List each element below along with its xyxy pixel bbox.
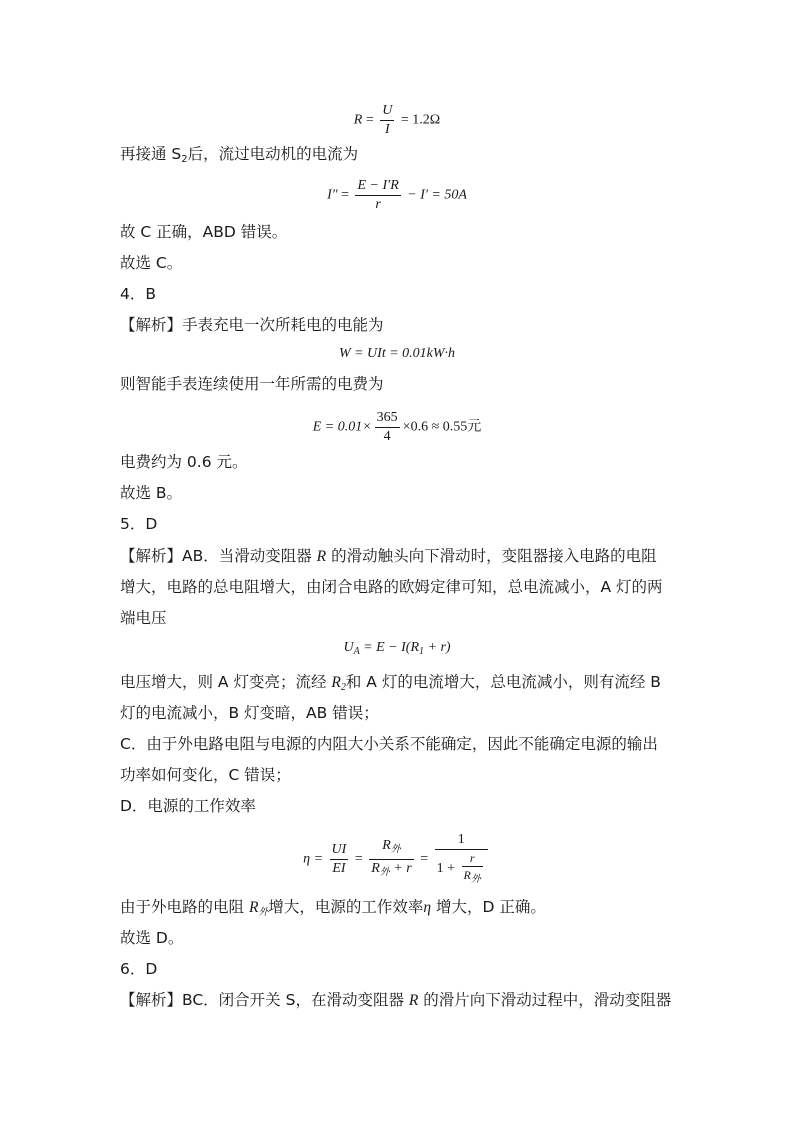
line-18-subscript: 外 bbox=[258, 907, 269, 918]
line-18-eta: η bbox=[423, 899, 432, 916]
line-10-a: 【解析】AB．当滑动变阻器 bbox=[120, 547, 317, 565]
line-1-text: 再接通 S bbox=[120, 145, 182, 163]
equation-terminal-voltage bbox=[0, 638, 794, 662]
eq1-numerator: U bbox=[380, 103, 394, 121]
eq6-f2-den-var: R bbox=[371, 861, 380, 876]
question-number-5: 5．D bbox=[120, 515, 158, 533]
line-10-b: 的滑动触头向下滑动时，变阻器接入电路的电阻 bbox=[326, 547, 657, 565]
eq6-f3-den-a: 1 + bbox=[436, 861, 459, 877]
eq6-lhs: η = bbox=[303, 851, 327, 867]
line-18-a: 由于外电路的电阻 bbox=[120, 898, 249, 916]
eq4-lhs: E = 0.01× bbox=[312, 419, 372, 435]
text-line-15: C．由于外电路电阻与电源的内阻大小关系不能确定，因此不能确定电源的输出 bbox=[120, 735, 658, 753]
eq6-fraction-3 bbox=[435, 832, 488, 887]
line-13-subscript: 2 bbox=[340, 682, 346, 693]
eq5-lhs-subscript: A bbox=[353, 646, 360, 657]
eq2-denominator: r bbox=[375, 197, 381, 212]
line-13-a: 电压增大，则 A 灯变亮；流经 bbox=[120, 673, 332, 691]
eq6-f3-inner-fraction bbox=[462, 851, 483, 887]
eq6-f3-denominator bbox=[435, 850, 488, 887]
eq5-lhs: U bbox=[343, 640, 354, 655]
text-line-14: 灯的电流减小，B 灯变暗，AB 错误； bbox=[120, 704, 379, 722]
text-line-13 bbox=[120, 672, 680, 698]
text-line-6: 则智能手表连续使用一年所需的电费为 bbox=[120, 375, 384, 393]
line-21-a: 【解析】BC．闭合开关 S，在滑动变阻器 bbox=[120, 991, 409, 1009]
eq2-equals: = bbox=[337, 187, 353, 203]
eq6-f2-numerator bbox=[369, 838, 413, 860]
eq2-fraction bbox=[355, 178, 400, 213]
text-line-11: 增大，电路的总电阻增大，由闭合电路的欧姆定律可知，总电流减小，A 灯的两 bbox=[120, 578, 663, 596]
line-18-variable: R bbox=[248, 899, 259, 916]
line-18-c: 增大，D 正确。 bbox=[431, 898, 546, 916]
text-line-10 bbox=[120, 546, 680, 567]
eq6-f1-numerator: UI bbox=[330, 842, 349, 860]
eq6-f2-num-var: R bbox=[382, 838, 391, 853]
text-line-16: 功率如何变化，C 错误； bbox=[120, 766, 291, 784]
eq6-f2-den-sub: 外 bbox=[379, 867, 390, 878]
eq4-denominator: 4 bbox=[383, 429, 391, 444]
line-21-variable: R bbox=[408, 992, 419, 1009]
eq2-lhs: I″ bbox=[327, 187, 338, 203]
text-line-7: 电费约为 0.6 元。 bbox=[120, 453, 248, 471]
eq4-rhs: ×0.6 ≈ 0.55元 bbox=[402, 419, 482, 435]
line-10-variable: R bbox=[316, 548, 327, 565]
line-1-tail: 后，流过电动机的电流为 bbox=[187, 145, 359, 163]
eq1-denominator: I bbox=[384, 122, 390, 137]
eq6-f3-numerator: 1 bbox=[435, 832, 488, 850]
equation-motor-current bbox=[0, 178, 794, 213]
equation-cost bbox=[0, 410, 794, 445]
eq6-f3-inner-numerator: r bbox=[462, 851, 483, 867]
eq5-rhs: = E − I(R bbox=[359, 640, 419, 655]
equation-energy: W = UIt = 0.01kW·h bbox=[338, 346, 456, 361]
line-18-b: 增大，电源的工作效率 bbox=[268, 898, 424, 916]
eq1-lhs: R bbox=[353, 112, 363, 128]
equation-efficiency: η = $\frac{UI}{EI}$ = $\frac{R_外}{R_外 + r}$ = 1 1 + $\frac{r}{R_外}$ bbox=[0, 832, 794, 887]
line-1-subscript: 2 bbox=[181, 154, 188, 165]
equation-resistance bbox=[0, 103, 794, 138]
eq6-f2-denominator bbox=[369, 860, 413, 881]
eq6-f3-inner-denominator bbox=[462, 867, 483, 887]
text-line-18 bbox=[120, 897, 680, 923]
text-line-2: 故 C 正确，ABD 错误。 bbox=[120, 223, 288, 241]
text-line-17: D．电源的工作效率 bbox=[120, 797, 256, 815]
eq6-f1-denominator: EI bbox=[332, 861, 346, 876]
eq1-equals: = bbox=[362, 112, 378, 128]
eq5-rhs-tail: + r) bbox=[424, 640, 451, 655]
text-line-12: 端电压 bbox=[120, 609, 167, 627]
eq4-fraction bbox=[375, 410, 400, 445]
eq6-fraction-2 bbox=[369, 838, 413, 881]
line-13-variable: R bbox=[331, 674, 341, 691]
text-line-1 bbox=[120, 144, 680, 170]
eq1-fraction bbox=[380, 103, 394, 138]
line-13-b: 和 A 灯的电流增大，总电流减小，则有流经 B bbox=[345, 673, 661, 691]
text-line-8: 故选 B。 bbox=[120, 484, 183, 502]
eq2-numerator: E − I′R bbox=[355, 178, 400, 196]
eq2-rhs: − I′ = 50A bbox=[403, 187, 467, 203]
question-number-6: 6．D bbox=[120, 960, 158, 978]
question-number-4: 4．B bbox=[120, 285, 156, 303]
eq6-f3-inner-den-sub: 外 bbox=[470, 874, 481, 885]
eq6-f2-den-tail: + r bbox=[389, 861, 412, 876]
line-21-b: 的滑片向下滑动过程中，滑动变阻器 bbox=[418, 991, 672, 1009]
eq4-numerator: 365 bbox=[375, 410, 400, 428]
text-line-19: 故选 D。 bbox=[120, 929, 184, 947]
text-line-21 bbox=[120, 990, 680, 1011]
eq1-rhs: = 1.2Ω bbox=[397, 112, 441, 128]
text-line-5: 【解析】手表充电一次所耗电的电能为 bbox=[120, 316, 384, 334]
eq6-f2-num-sub: 外 bbox=[390, 844, 401, 855]
text-line-3: 故选 C。 bbox=[120, 254, 183, 272]
eq6-fraction-1 bbox=[330, 842, 349, 877]
eq5-rhs-subscript: 1 bbox=[419, 646, 424, 657]
eq6-f3-inner-den-var: R bbox=[463, 868, 471, 882]
